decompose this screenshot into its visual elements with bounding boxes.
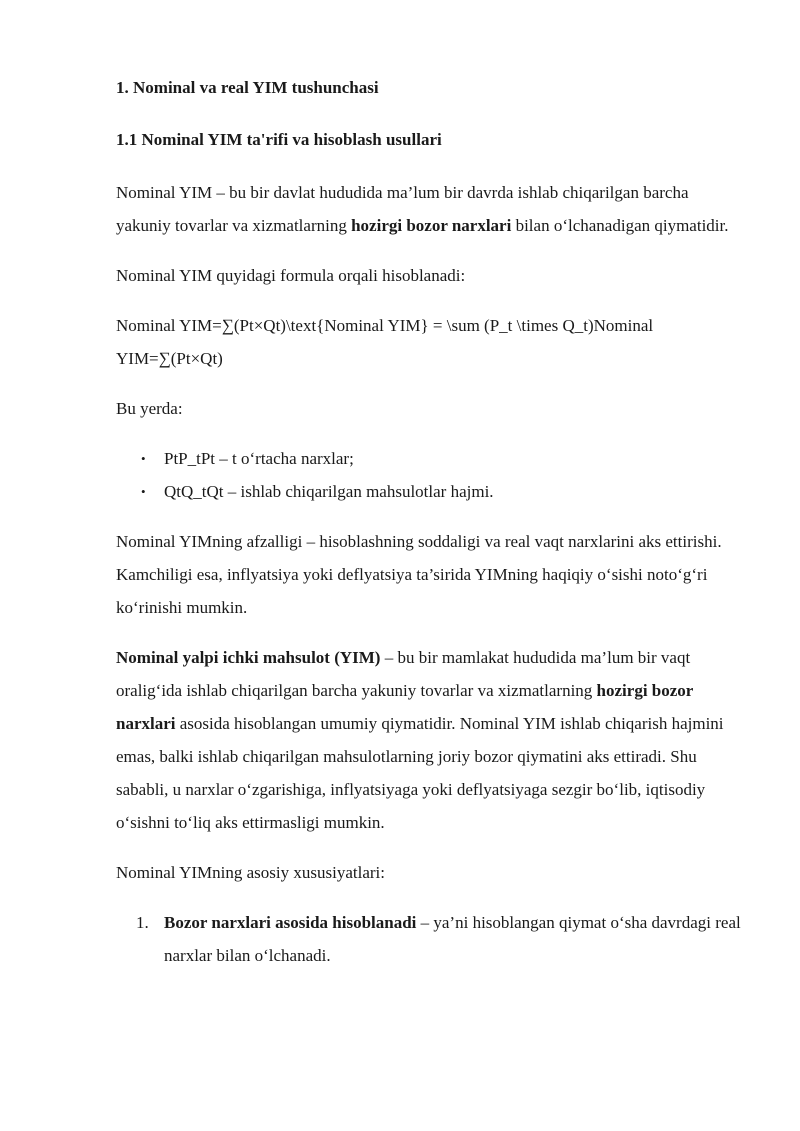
where-paragraph: Bu yerda: [116, 399, 183, 418]
list-number: 1. [136, 913, 149, 932]
nominal-gdp-paragraph [116, 641, 746, 839]
subsection-heading: 1.1 Nominal YIM ta'rifi va hisoblash usullari [116, 130, 442, 149]
definition-paragraph [116, 176, 746, 242]
formula-intro-paragraph: Nominal YIM quyidagi formula orqali hisoblanadi: [116, 266, 466, 285]
nominal-gdp-text-start: – bu bir mamlakat hududida ma’lum bir vaqt oralig‘ida ishlab chiqarilgan barcha yakuniy tovarlar va xizmatlarning [116, 648, 691, 700]
list-item [116, 442, 746, 475]
variable-list [116, 442, 746, 508]
formula-paragraph: Nominal YIM=∑(Pt×Qt)\text{Nominal YIM} = \sum (P_t \times Q_t)Nominal YIM=∑(Pt×Qt) [116, 316, 654, 368]
features-intro-paragraph: Nominal YIMning asosiy xususiyatlari: [116, 863, 385, 882]
document-page [116, 74, 746, 972]
definition-text-start: Nominal YIM – bu bir davlat hududida ma’lum bir davrda ishlab chiqarilgan barcha yakuniy tovarlar va xizmatlarning [116, 183, 689, 235]
features-list [116, 906, 746, 972]
bullet-marker: • [141, 451, 146, 466]
nominal-gdp-text-end: asosida hisoblangan umumiy qiymatidir. Nominal YIM ishlab chiqarish hajmini emas, balki ishlab chiqarilgan mahsulotlarning joriy bozor qiymatini aks ettiradi. Shu sababli, u narxlar o‘zgarishiga, inflyatsiyaga yoki deflyatsiyaga sezgir bo‘lib, iqtisodiy o‘sishni to‘liq aks ettirmasligi mumkin. [116, 714, 724, 832]
feature-text: – ya’ni hisoblangan qiymat o‘sha davrdagi real narxlar bilan o‘lchanadi. [164, 913, 741, 965]
list-item-text: QtQ_tQt – ishlab chiqarilgan mahsulotlar hajmi. [164, 482, 494, 501]
section-heading: 1. Nominal va real YIM tushunchasi [116, 78, 379, 97]
list-item-text: PtP_tPt – t o‘rtacha narxlar; [164, 449, 354, 468]
definition-text-end: bilan o‘lchanadigan qiymatidir. [511, 216, 729, 235]
feature-bold-title: Bozor narxlari asosida hisoblanadi [164, 913, 417, 932]
bullet-marker: • [141, 484, 146, 499]
list-item [116, 906, 746, 972]
nominal-gdp-bold-term: Nominal yalpi ichki mahsulot (YIM) [116, 648, 381, 667]
definition-bold-term: hozirgi bozor narxlari [351, 216, 512, 235]
nominal-gdp-bold-prices: hozirgi bozor narxlari [116, 681, 694, 733]
advantages-paragraph: Nominal YIMning afzalligi – hisoblashning soddaligi va real vaqt narxlarini aks ettirishi. Kamchiligi esa, inflyatsiya yoki deflyatsiya ta’sirida YIMning haqiqiy o‘sishi noto‘g‘ri ko‘rinishi mumkin. [116, 532, 722, 617]
list-item [116, 475, 746, 508]
